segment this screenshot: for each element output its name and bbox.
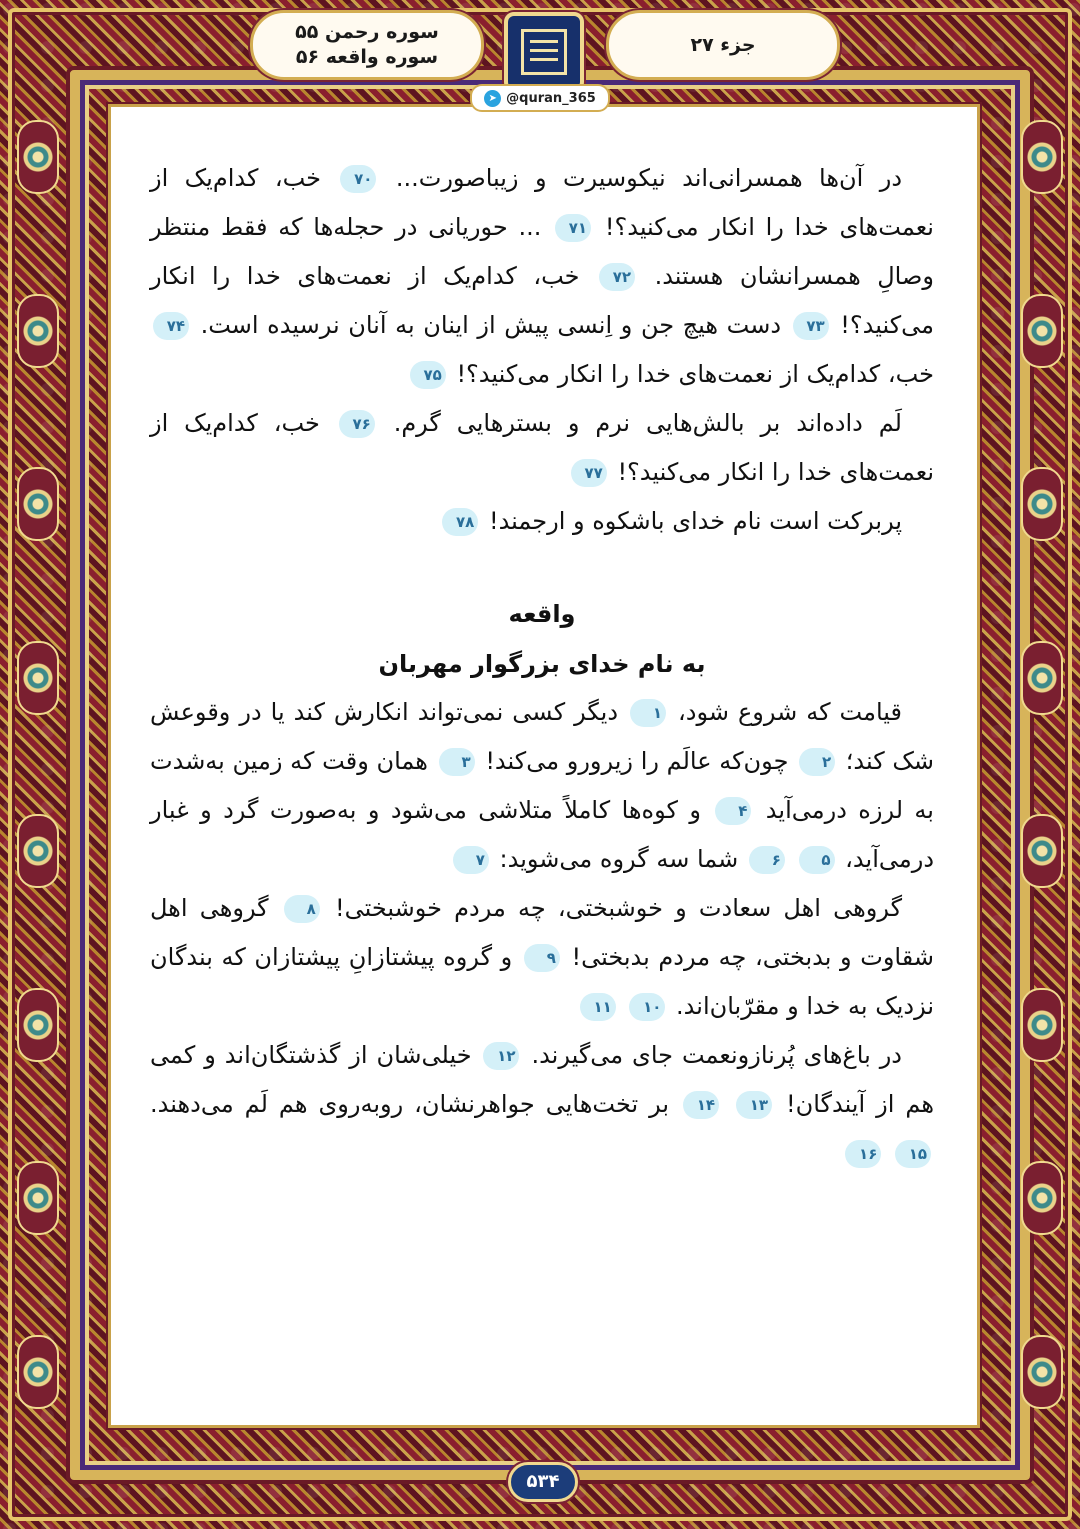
verse-number: ۱۰ xyxy=(629,993,665,1021)
surah-title: واقعه xyxy=(508,600,576,628)
verse-number: ۷۸ xyxy=(442,508,478,536)
medallion-ornament xyxy=(1021,467,1063,541)
verse-text: و گروه پیشتازانِ پیشتازان که بندگان نزدیک به خدا و مقرّبان‌اند. xyxy=(150,943,934,1020)
verse-text: خب، کدام‌یک از نعمت‌های خدا را انکار می‌کنید؟! xyxy=(150,262,934,339)
rahman-ending-text xyxy=(150,154,934,546)
verse-text: همان وقت که زمین به‌شدت به لرزه درمی‌آید xyxy=(150,747,934,824)
verse-text: و کوه‌ها کاملاً متلاشی می‌شود و به‌صورت گرد و غبار درمی‌آید، xyxy=(150,796,934,873)
waqia-text xyxy=(150,688,934,1178)
verse-number: ۷۴ xyxy=(153,312,189,340)
verse-text: دست هیچ جن و اِنسی پیش از اینان به آنان نرسیده است. xyxy=(200,311,782,339)
bismillah-heading: به نام خدای بزرگوار مهربان xyxy=(378,650,706,678)
verse-text: در آن‌ها همسرانی‌اند نیکوسیرت و زیباصورت... xyxy=(395,164,903,192)
verse-number: ۱۲ xyxy=(483,1042,519,1070)
verse-text: قیامت که شروع شود، xyxy=(678,698,902,726)
medallion-ornament xyxy=(1021,988,1063,1062)
medallion-ornament xyxy=(17,814,59,888)
verse-text: خب، کدام‌یک از نعمت‌های خدا را انکار می‌کنید؟! xyxy=(150,164,934,241)
medallion-ornament xyxy=(1021,1335,1063,1409)
verse-text: خب، کدام‌یک از نعمت‌های خدا را انکار می‌کنید؟! xyxy=(150,409,934,486)
juz-label: جزء ۲۷ xyxy=(690,33,756,56)
verse-text: گروهی اهل سعادت و خوشبختی، چه مردم خوشبختی! xyxy=(335,894,902,922)
verse-number: ۸ xyxy=(284,895,320,923)
verse-number: ۷۳ xyxy=(793,312,829,340)
verse-number: ۷۲ xyxy=(599,263,635,291)
verse-number: ۴ xyxy=(715,797,751,825)
verse-text: چون‌که عالَم را زیرورو می‌کند! xyxy=(485,747,789,775)
verse-number: ۳ xyxy=(439,748,475,776)
medallion-ornament xyxy=(1021,120,1063,194)
verse-number: ۱ xyxy=(630,699,666,727)
paragraph xyxy=(150,688,934,884)
verse-number: ۷۶ xyxy=(339,410,375,438)
medallion-ornament xyxy=(1021,814,1063,888)
verse-number: ۶ xyxy=(749,846,785,874)
verse-text: ... حوریانی در حجله‌ها که فقط منتظر وصالِ همسرانشان هستند. xyxy=(150,213,934,290)
right-border-medallions xyxy=(1019,120,1065,1409)
juz-cartouche xyxy=(606,10,840,80)
verse-text: پربرکت است نام خدای باشکوه و ارجمند! xyxy=(488,507,902,535)
verse-text: شما سه گروه می‌شوید: xyxy=(499,845,739,873)
verse-number: ۲ xyxy=(799,748,835,776)
verse-number: ۷۵ xyxy=(410,361,446,389)
medallion-ornament xyxy=(17,120,59,194)
kufic-logo-icon xyxy=(521,29,567,75)
verse-number: ۷۰ xyxy=(340,165,376,193)
medallion-ornament xyxy=(1021,294,1063,368)
medallion-ornament xyxy=(1021,1161,1063,1235)
medallion-ornament xyxy=(17,1161,59,1235)
verse-number: ۷ xyxy=(453,846,489,874)
verse-text: گروهی اهل شقاوت و بدبختی، چه مردم بدبختی! xyxy=(150,894,934,971)
paragraph xyxy=(150,154,934,399)
verse-text: خب، کدام‌یک از نعمت‌های خدا را انکار می‌کنید؟! xyxy=(456,360,934,388)
verse-text: لَم داده‌اند بر بالش‌هایی نرم و بسترهایی گرم. xyxy=(393,409,902,437)
medallion-ornament xyxy=(17,1335,59,1409)
verse-number: ۱۵ xyxy=(895,1140,931,1168)
verse-number: ۱۴ xyxy=(683,1091,719,1119)
paragraph xyxy=(150,497,934,546)
calligraphy-emblem xyxy=(504,12,584,92)
telegram-icon: ➤ xyxy=(484,90,501,107)
paragraph xyxy=(150,399,934,497)
verse-number: ۷۷ xyxy=(571,459,607,487)
verse-text: دیگر کسی نمی‌تواند انکارش کند یا در وقوعش شک کند؛ xyxy=(150,698,934,775)
surah-name-rahman: سوره رحمن ۵۵ xyxy=(295,21,439,43)
medallion-ornament xyxy=(17,641,59,715)
verse-number: ۱۶ xyxy=(845,1140,881,1168)
page-number: ۵۳۴ xyxy=(508,1462,578,1502)
left-border-medallions xyxy=(15,120,61,1409)
channel-handle: @quran_365 xyxy=(506,90,596,106)
verse-number: ۱۱ xyxy=(580,993,616,1021)
verse-number: ۷۱ xyxy=(555,214,591,242)
paragraph xyxy=(150,884,934,1031)
verse-number: ۹ xyxy=(524,944,560,972)
verse-number: ۵ xyxy=(799,846,835,874)
verse-text: خیلی‌شان از گذشتگان‌اند و کمی هم از آیندگان! xyxy=(150,1041,934,1118)
paragraph xyxy=(150,1031,934,1178)
verse-number: ۱۳ xyxy=(736,1091,772,1119)
medallion-ornament xyxy=(17,467,59,541)
verse-text: بر تخت‌هایی جواهرنشان، روبه‌روی هم لَم می‌دهند. xyxy=(150,1090,670,1118)
medallion-ornament xyxy=(17,988,59,1062)
medallion-ornament xyxy=(17,294,59,368)
medallion-ornament xyxy=(1021,641,1063,715)
surah-name-waqia: سوره واقعه ۵۶ xyxy=(295,46,439,68)
verse-text: در باغ‌های پُرنازونعمت جای می‌گیرند. xyxy=(531,1041,902,1069)
channel-handle-badge[interactable] xyxy=(470,84,610,112)
surah-names-cartouche xyxy=(250,10,484,80)
